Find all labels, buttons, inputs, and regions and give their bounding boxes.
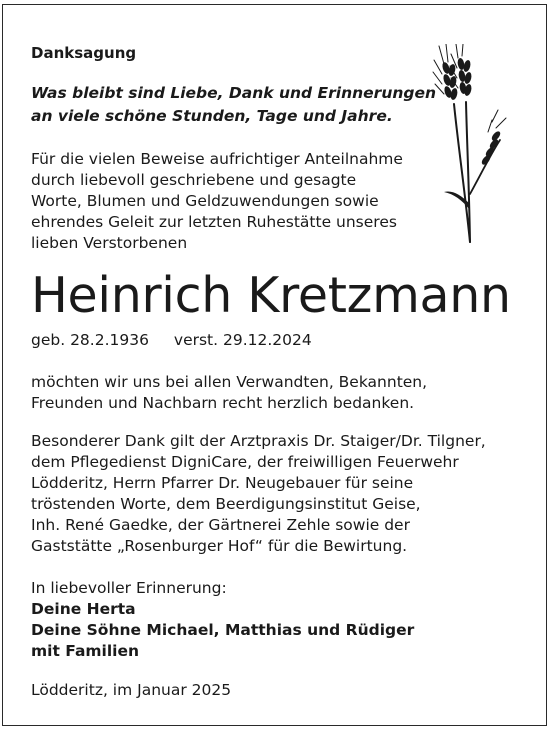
special-thanks-line: Lödderitz, Herrn Pfarrer Dr. Neugebauer für seine xyxy=(31,474,414,492)
intro-line: Worte, Blumen und Geldzuwendungen sowie xyxy=(31,192,379,210)
motto-line: an viele schöne Stunden, Tage und Jahre. xyxy=(31,107,393,125)
special-thanks-line: tröstenden Worte, dem Beerdigungsinstitut Geise, xyxy=(31,495,421,513)
closing-block xyxy=(31,578,414,662)
thanks-paragraph xyxy=(31,372,427,414)
intro-line: durch liebevoll geschriebene und gesagte xyxy=(31,171,357,189)
birth-date: geb. 28.2.1936 xyxy=(31,331,149,349)
closing-intro: In liebevoller Erinnerung: xyxy=(31,579,227,597)
motto-line: Was bleibt sind Liebe, Dank und Erinnerungen xyxy=(31,84,437,102)
signature-line: Deine Herta xyxy=(31,600,136,618)
intro-line: ehrendes Geleit zur letzten Ruhestätte unseres xyxy=(31,213,397,231)
signature-line: Deine Söhne Michael, Matthias und Rüdiger xyxy=(31,621,415,639)
thanks-line: Freunden und Nachbarn recht herzlich bedanken. xyxy=(31,394,415,412)
intro-paragraph xyxy=(31,149,403,254)
place-date: Lödderitz, im Januar 2025 xyxy=(31,681,232,699)
motto xyxy=(31,82,436,128)
thanks-line: möchten wir uns bei allen Verwandten, Bekannten, xyxy=(31,373,428,391)
special-thanks-line: Gaststätte „Rosenburger Hof“ für die Bewirtung. xyxy=(31,537,408,555)
special-thanks-line: dem Pflegedienst DigniCare, der freiwilligen Feuerwehr xyxy=(31,453,459,471)
special-thanks-paragraph xyxy=(31,431,486,557)
signature-line: mit Familien xyxy=(31,642,140,660)
notice-heading: Danksagung xyxy=(31,44,137,62)
wheat-ears-icon xyxy=(430,44,510,244)
deceased-name: Heinrich Kretzmann xyxy=(31,267,511,324)
death-date: verst. 29.12.2024 xyxy=(173,331,312,349)
intro-line: Für die vielen Beweise aufrichtiger Anteilnahme xyxy=(31,150,403,168)
intro-line: lieben Verstorbenen xyxy=(31,234,188,252)
life-dates xyxy=(31,330,312,350)
special-thanks-line: Besonderer Dank gilt der Arztpraxis Dr. Staiger/Dr. Tilgner, xyxy=(31,432,486,450)
special-thanks-line: Inh. René Gaedke, der Gärtnerei Zehle sowie der xyxy=(31,516,410,534)
